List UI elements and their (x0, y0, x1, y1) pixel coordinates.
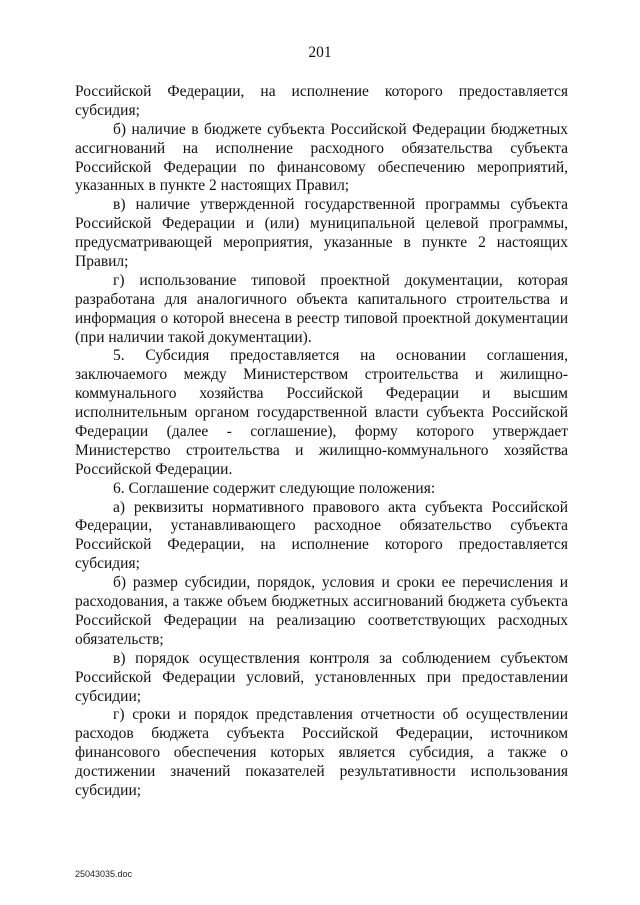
text-line: Российской Федерации и (или) муниципальной целевой программы, (75, 215, 568, 233)
text-line: Российской Федерации по финансовому обеспечению мероприятий, (75, 158, 568, 176)
text-line: субсидия; (75, 101, 140, 119)
text-line: г) использование типовой проектной документации, которая (113, 271, 568, 289)
text-line: обязательств; (75, 630, 164, 648)
text-line: Федерации, устанавливающего расходное обязательство субъекта (75, 517, 568, 535)
text-line: Российской Федерации. (75, 460, 233, 478)
text-line: в) порядок осуществления контроля за соблюдением субъектом (113, 649, 568, 667)
text-line: а) реквизиты нормативного правового акта субъекта Российской (113, 498, 568, 516)
text-line: разработана для аналогичного объекта капитального строительства и (75, 290, 568, 308)
text-line: субсидия; (75, 555, 140, 573)
text-line: (при наличии такой документации). (75, 328, 312, 346)
document-body (75, 83, 568, 801)
text-line: г) сроки и порядок представления отчетности об осуществлении (113, 706, 568, 724)
text-line: заключаемого между Министерством строительства и жилищно- (75, 366, 568, 384)
text-line: субсидии; (75, 781, 142, 799)
text-line: Российской Федерации условий, установленных при предоставлении (75, 668, 568, 686)
text-line: в) наличие утвержденной государственной программы субъекта (113, 196, 568, 214)
text-line: предусматривающей мероприятия, указанные в пункте 2 настоящих (75, 234, 568, 252)
text-line: Российской Федерации, на исполнение которого предоставляется (75, 83, 568, 100)
text-line: Министерство строительства и жилищно-коммунального хозяйства (75, 441, 568, 459)
text-line: расходов бюджета субъекта Российской Федерации, источником (75, 725, 568, 743)
text-line: 5. Субсидия предоставляется на основании соглашения, (113, 347, 568, 365)
page-number: 201 (308, 44, 332, 61)
text-line: 6. Соглашение содержит следующие положения: (113, 479, 436, 497)
file-name-footer: 25043035.doc (75, 869, 133, 879)
text-line: информация о которой внесена в реестр типовой проектной документации (75, 309, 568, 327)
text-line: коммунального хозяйства Российской Федерации и высшим (75, 385, 568, 403)
text-line: ассигнований на исполнение расходного обязательства субъекта (75, 139, 568, 157)
text-line: исполнительным органом государственной власти субъекта Российской (75, 404, 568, 422)
text-line: достижении значений показателей результативности использования (75, 763, 568, 781)
text-line: Российской Федерации на реализацию соответствующих расходных (75, 611, 568, 629)
text-line: Федерации (далее - соглашение), форму которого утверждает (75, 423, 568, 441)
text-line: субсидии; (75, 687, 142, 705)
text-line: расходования, а также объем бюджетных ассигнований бюджета субъекта (75, 593, 568, 611)
text-line: финансового обеспечения которых является субсидия, а также о (75, 744, 568, 762)
text-line: б) размер субсидии, порядок, условия и сроки ее перечисления и (113, 574, 568, 592)
text-line: указанных в пункте 2 настоящих Правил; (75, 177, 350, 195)
text-line: Правил; (75, 253, 129, 271)
text-line: Российской Федерации, на исполнение которого предоставляется (75, 536, 568, 554)
text-line: б) наличие в бюджете субъекта Российской Федерации бюджетных (113, 120, 568, 138)
